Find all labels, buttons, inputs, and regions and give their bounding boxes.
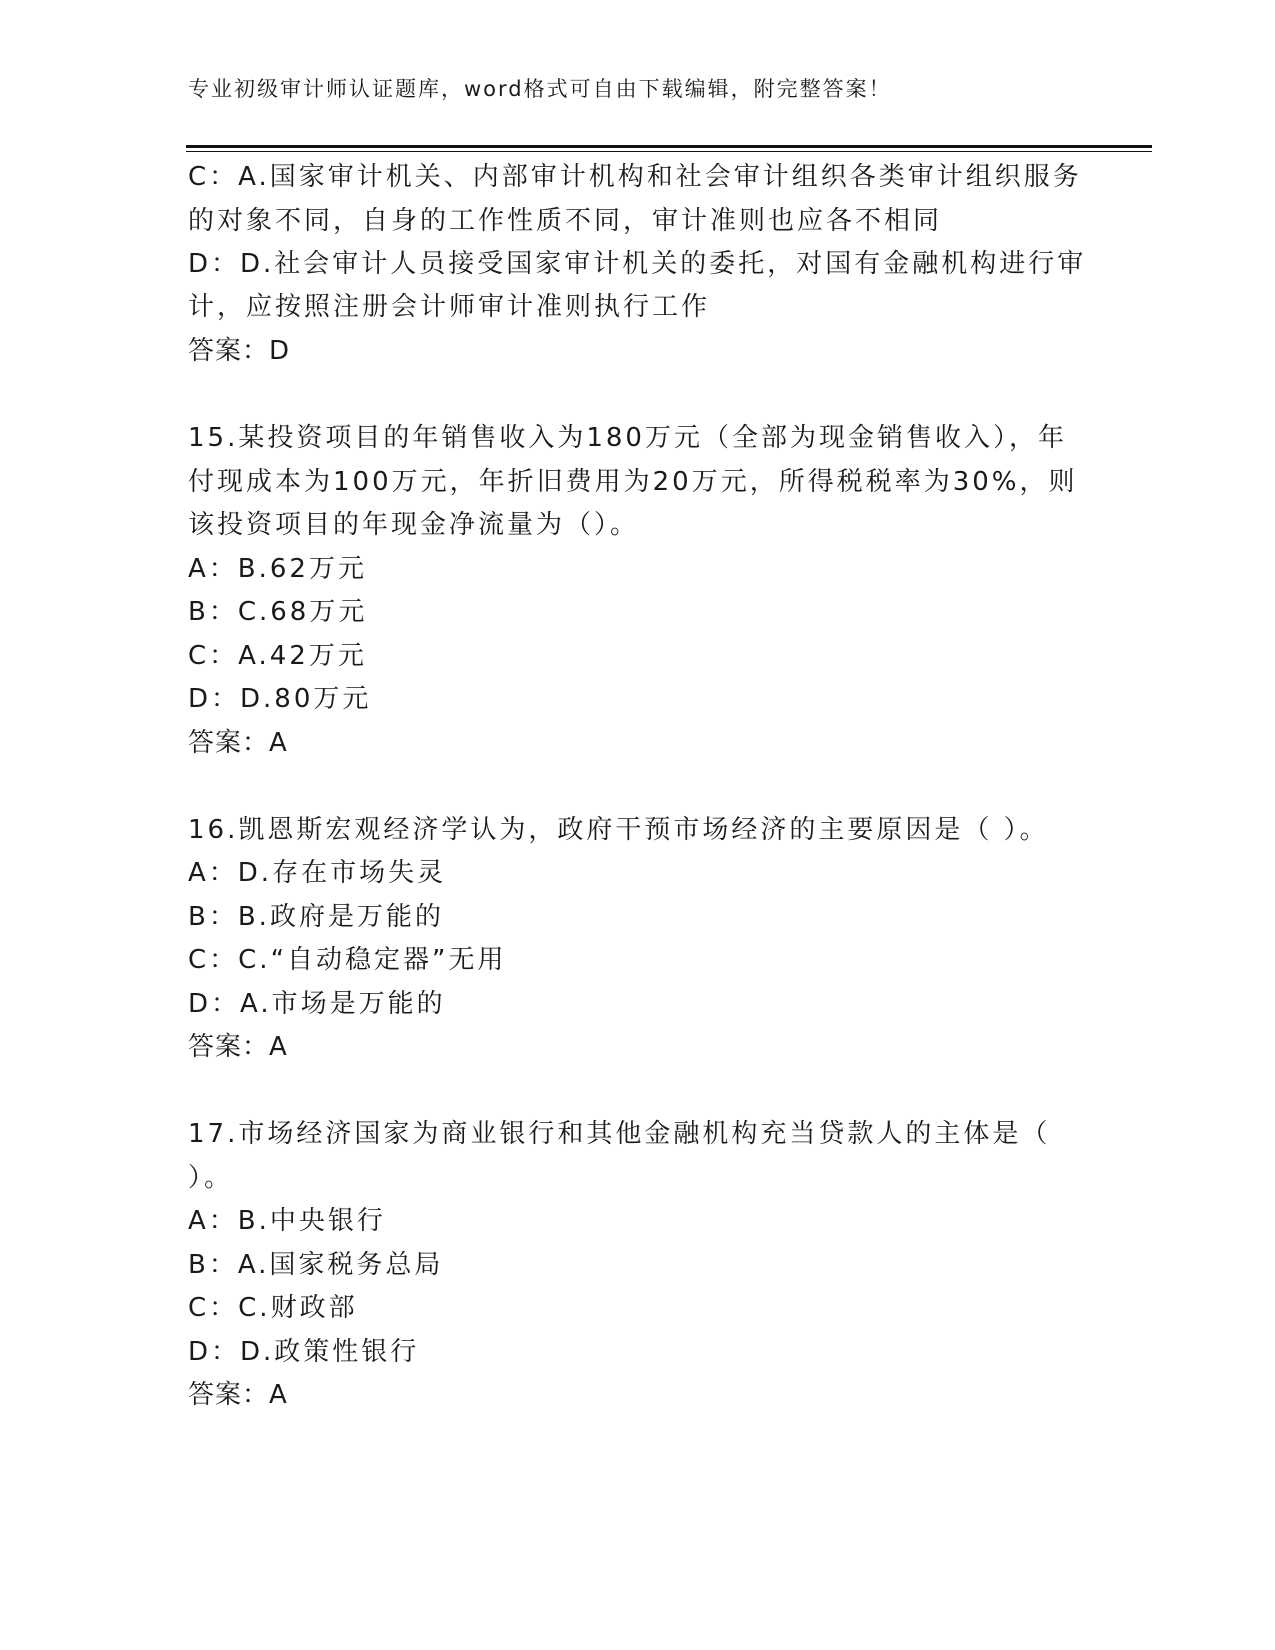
q15-answer: 答案：A: [188, 728, 288, 758]
q16-option-a: A：D.存在市场失灵: [188, 858, 447, 888]
header-rule-thin: [186, 151, 1152, 152]
q16-option-b: B：B.政府是万能的: [188, 902, 444, 932]
q14-option-d-line2: 计，应按照注册会计师审计准则执行工作: [188, 292, 711, 322]
q15-option-b: B：C.68万元: [188, 597, 368, 627]
q15-option-d: D：D.80万元: [188, 684, 372, 714]
q15-stem-line3: 该投资项目的年现金净流量为（）。: [188, 510, 640, 540]
q17-option-a: A：B.中央银行: [188, 1206, 386, 1236]
q16-option-d: D：A.市场是万能的: [188, 989, 446, 1019]
q17-stem-line1: 17.市场经济国家为商业银行和其他金融机构充当贷款人的主体是（: [188, 1119, 1051, 1149]
q15-stem-line2: 付现成本为100万元，年折旧费用为20万元，所得税税率为30%，则: [188, 467, 1078, 497]
q15-stem-line1: 15.某投资项目的年销售收入为180万元（全部为现金销售收入），年: [188, 423, 1067, 453]
q17-option-c: C：C.财政部: [188, 1293, 358, 1323]
q16-stem-line1: 16.凯恩斯宏观经济学认为，政府干预市场经济的主要原因是（ ）。: [188, 815, 1049, 845]
q14-answer: 答案：D: [188, 336, 291, 366]
page-header: 专业初级审计师认证题库，word格式可自由下载编辑，附完整答案！: [188, 77, 892, 101]
q17-option-b: B：A.国家税务总局: [188, 1250, 444, 1280]
q14-option-c-line1: C：A.国家审计机关、内部审计机构和社会审计组织各类审计组织服务: [188, 162, 1082, 192]
q16-answer: 答案：A: [188, 1032, 288, 1062]
q17-option-d: D：D.政策性银行: [188, 1337, 420, 1367]
q17-answer: 答案：A: [188, 1380, 288, 1410]
q16-option-c: C：C.“自动稳定器”无用: [188, 945, 507, 975]
q15-option-c: C：A.42万元: [188, 641, 367, 671]
q17-stem-line2: ）。: [188, 1163, 234, 1193]
q15-option-a: A：B.62万元: [188, 554, 367, 584]
header-rule-thick: [186, 145, 1152, 148]
q14-option-c-line2: 的对象不同，自身的工作性质不同，审计准则也应各不相同: [188, 206, 943, 236]
q14-option-d-line1: D：D.社会审计人员接受国家审计机关的委托，对国有金融机构进行审: [188, 249, 1087, 279]
